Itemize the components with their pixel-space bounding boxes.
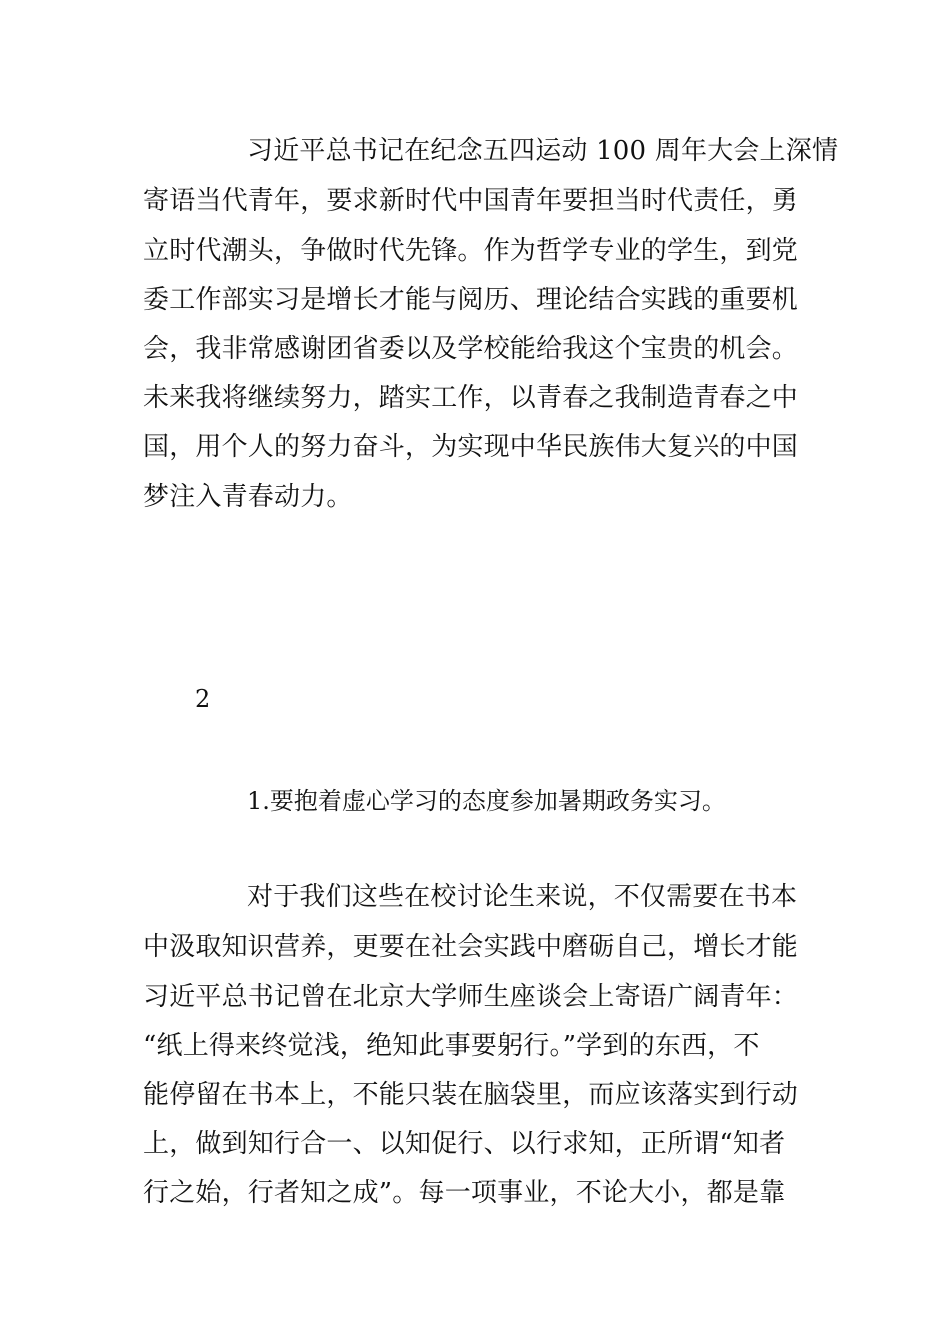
- paragraph-line: 能停留在书本上，不能只装在脑袋里，而应该落实到行动: [143, 1080, 799, 1110]
- paragraph-line: 委工作部实习是增长才能与阅历、理论结合实践的重要机: [143, 285, 799, 315]
- paragraph-line: 上，做到知行合一、以知促行、以行求知，正所谓“知者: [143, 1129, 786, 1159]
- paragraph-line: “纸上得来终觉浅，绝知此事要躬行。”学到的东西，不: [143, 1031, 760, 1061]
- paragraph-line: 习近平总书记曾在北京大学师生座谈会上寄语广阔青年：: [143, 982, 799, 1012]
- paragraph-line: 习近平总书记在纪念五四运动 100 周年大会上深情: [247, 136, 839, 166]
- paragraph-line: 中汲取知识营养，更要在社会实践中磨砺自己，增长才能: [143, 932, 799, 962]
- paragraph-line: 国，用个人的努力奋斗，为实现中华民族伟大复兴的中国: [143, 432, 799, 462]
- paragraph-line: 未来我将继续努力，踏实工作，以青春之我制造青春之中: [143, 383, 799, 413]
- paragraph-line: 行之始，行者知之成”。每一项事业，不论大小，都是靠: [143, 1178, 786, 1208]
- paragraph-line: 梦注入青春动力。: [143, 482, 353, 512]
- paragraph-line: 对于我们这些在校讨论生来说，不仅需要在书本: [247, 882, 798, 912]
- section-heading: 1.要抱着虚心学习的态度参加暑期政务实习。: [247, 787, 726, 815]
- paragraph-line: 会，我非常感谢团省委以及学校能给我这个宝贵的机会。: [143, 334, 799, 364]
- paragraph-line: 立时代潮头，争做时代先锋。作为哲学专业的学生，到党: [143, 236, 799, 266]
- page-number: 2: [195, 685, 211, 713]
- paragraph-line: 寄语当代青年，要求新时代中国青年要担当时代责任，勇: [143, 186, 799, 216]
